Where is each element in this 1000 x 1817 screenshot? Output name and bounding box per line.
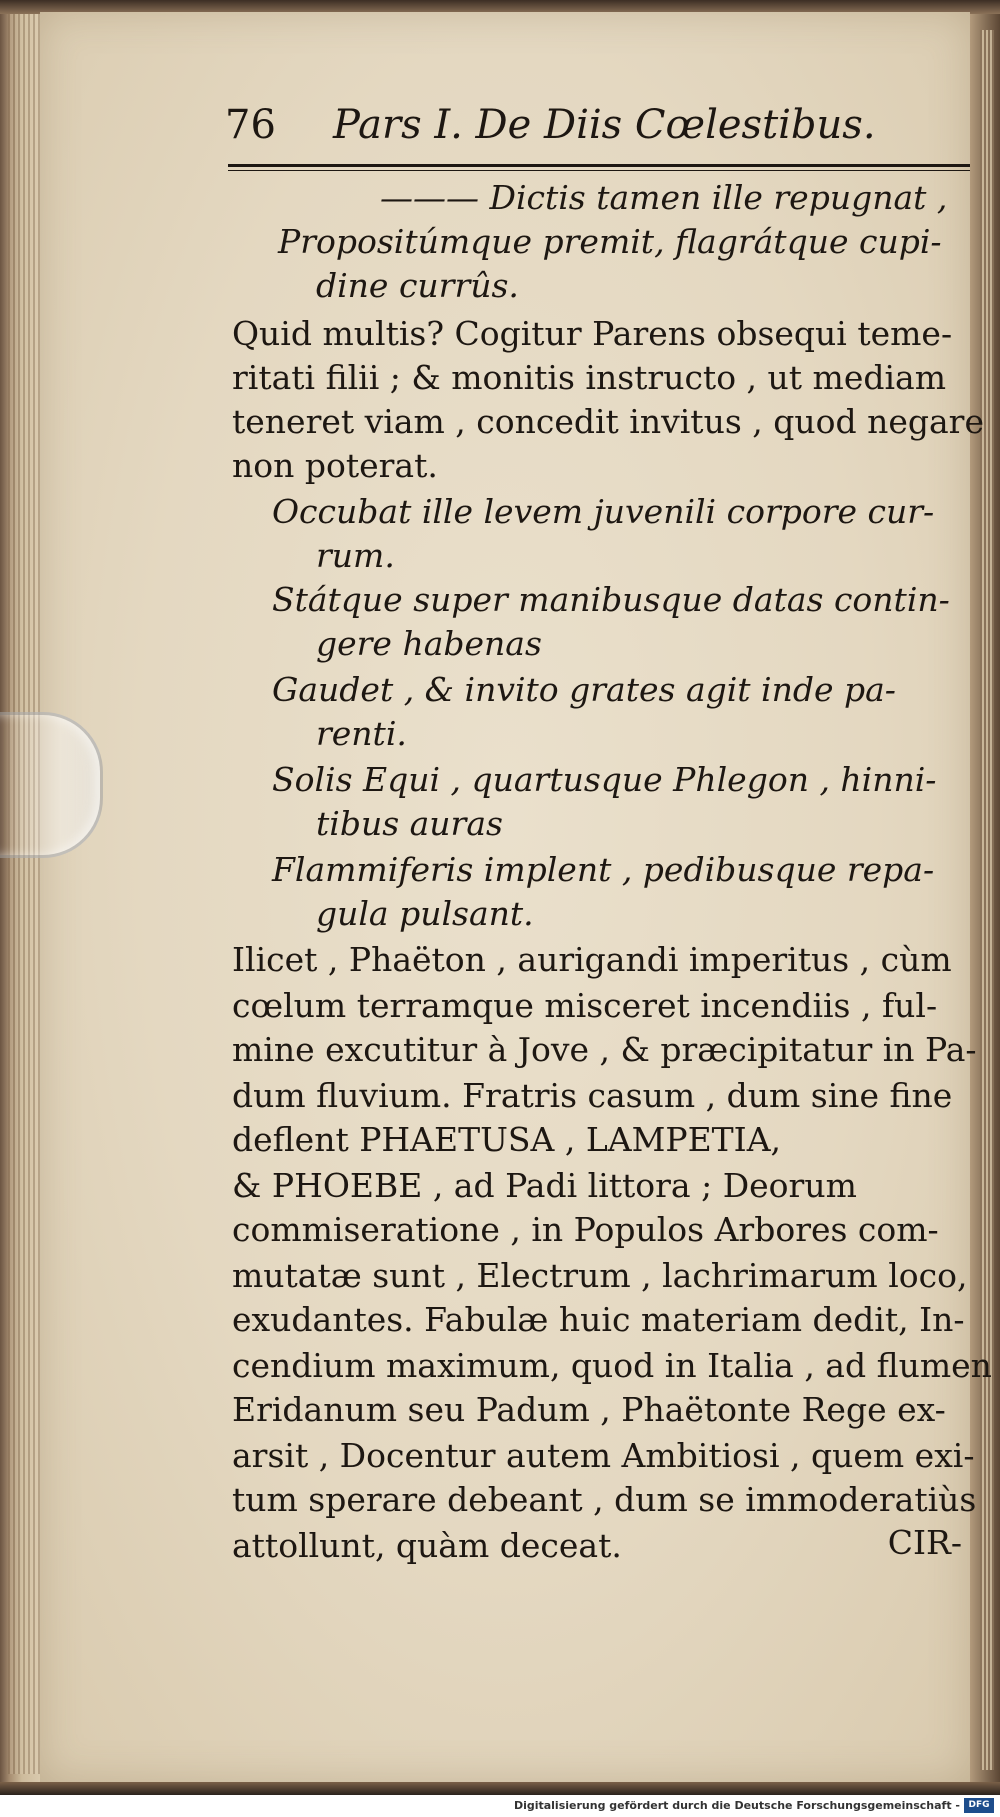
text-line: arsit , Docentur autem Ambitiosi , quem exi- (232, 1436, 975, 1475)
text-line: non poterat. (232, 446, 438, 485)
text-line: Propositúmque premit, flagrátque cupi- (278, 222, 942, 261)
text-line: ——— Dictis tamen ille repugnat , (380, 178, 948, 217)
text-line: rum. (316, 536, 395, 575)
text-line: Solis Equi , quartusque Phlegon , hinni- (272, 760, 937, 799)
text-line: & PHOEBE , ad Padi littora ; Deorum (232, 1166, 857, 1205)
text-line: dine currûs. (316, 266, 519, 305)
text-line: teneret viam , concedit invitus , quod negare (232, 402, 984, 441)
text-line: dum fluvium. Fratris casum , dum sine fine (232, 1076, 953, 1115)
footer-credit: Digitalisierung gefördert durch die Deutsche Forschungsgemeinschaft - (513, 1799, 960, 1812)
text-line: Ilicet , Phaëton , aurigandi imperitus , cùm (232, 940, 952, 979)
text-line: ritati filii ; & monitis instructo , ut mediam (232, 358, 946, 397)
text-line: mutatæ sunt , Electrum , lachrimarum loco, (232, 1256, 968, 1295)
text-line: cœlum terramque misceret incendiis , ful- (232, 986, 938, 1025)
text-line: commiseratione , in Populos Arbores com- (232, 1210, 939, 1249)
text-line: Státque super manibusque datas contin- (272, 580, 950, 619)
page-bottom-edge (0, 1782, 1000, 1795)
text-line: exudantes. Fabulæ huic materiam dedit, In- (232, 1300, 965, 1339)
catchword: CIR- (887, 1523, 962, 1562)
page-clip (0, 712, 103, 858)
text-line: deflent PHAETUSA , LAMPETIA, (232, 1120, 782, 1159)
page-stack-right (980, 30, 994, 1770)
text-line: attollunt, quàm deceat. (232, 1526, 622, 1565)
header-rule (228, 164, 970, 167)
text-line: tibus auras (316, 804, 503, 843)
page-header (225, 102, 885, 162)
text-line: Occubat ille levem juvenili corpore cur- (272, 492, 935, 531)
header-rule-thin (228, 170, 970, 171)
text-line: tum sperare debeant , dum se immoderatiùs (232, 1480, 977, 1519)
text-line: gere habenas (316, 624, 542, 663)
running-head: Pars I. De Diis Cœlestibus. (333, 102, 876, 148)
text-line: renti. (316, 714, 407, 753)
text-line: gula pulsant. (316, 894, 534, 933)
text-line: mine excutitur à Jove , & præcipitatur in Pa- (232, 1030, 977, 1069)
footer-bar (0, 1795, 1000, 1817)
text-line: Eridanum seu Padum , Phaëtonte Rege ex- (232, 1390, 946, 1429)
text-line: Flammiferis implent , pedibusque repa- (272, 850, 935, 889)
text-line: Quid multis? Cogitur Parens obsequi teme- (232, 314, 953, 353)
text-line: cendium maximum, quod in Italia , ad flumen (232, 1346, 992, 1385)
page-number: 76 (225, 102, 276, 148)
text-line: Gaudet , & invito grates agit inde pa- (272, 670, 896, 709)
dfg-logo-icon: DFG (964, 1798, 994, 1813)
